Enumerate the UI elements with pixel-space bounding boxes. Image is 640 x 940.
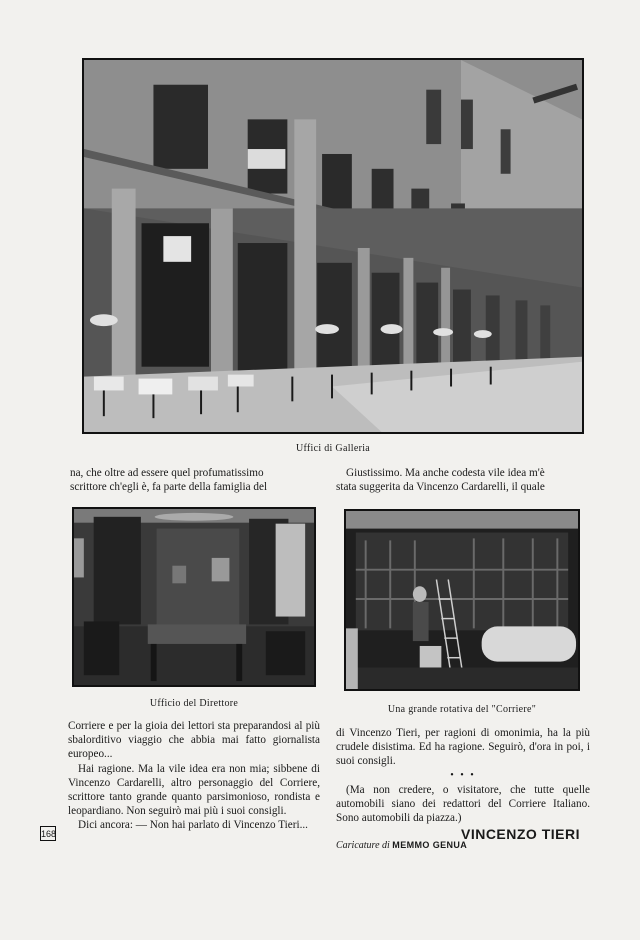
caricature-credit <box>336 840 467 851</box>
top-left-text <box>70 466 322 494</box>
galleria-photo <box>82 58 584 434</box>
text-line: scrittore ch'egli è, fa parte della famiglia del <box>70 481 268 494</box>
direttore-caption: Ufficio del Direttore <box>149 698 239 709</box>
page-number: 168 <box>40 826 56 841</box>
paragraph: Dici ancora: — Non hai parlato di Vincenzo Tieri... <box>78 819 308 832</box>
text-line: Giustissimo. Ma anche codesta vile idea m'è <box>346 467 545 479</box>
text-line: stata suggerita da Vincenzo Cardarelli, il quale <box>336 481 545 494</box>
author-signature: VINCENZO TIERI <box>460 826 580 842</box>
bottom-left-text <box>68 719 320 833</box>
paragraph: (Ma non credere, o visitatore, che tutte quelle automobili siano dei redattori del Corriere Italiano. Sono automobili da piazza.) <box>336 783 590 825</box>
section-separator: • • • <box>450 769 476 781</box>
credit-name: MEMMO GENUA <box>392 840 468 850</box>
bottom-right-text <box>336 726 590 825</box>
galleria-caption: Uffici di Galleria <box>295 443 371 454</box>
text-line: na, che oltre ad essere quel profumatissimo <box>70 467 264 479</box>
paragraph: di Vincenzo Tieri, per ragioni di omonimia, ha la più crudele disistima. Ed ha ragione. Seguirò, d'ora in poi, i suoi consigli. <box>336 727 590 768</box>
top-right-text <box>336 466 590 494</box>
direttore-photo <box>72 507 316 687</box>
credit-prefix: Caricature di <box>336 840 390 851</box>
rotativa-caption: Una grande rotativa del "Corriere" <box>387 704 537 715</box>
paragraph: Hai ragione. Ma la vile idea era non mia; sibbene di Vincenzo Cardarelli, altro personaggio del Corriere, scrittore tanto grande quanto parsimonioso, rondista e leopardiano. Non seguirò mai più i suoi consigli. <box>68 762 320 818</box>
rotativa-photo <box>344 509 580 691</box>
paragraph: Corriere e per la gioia dei lettori sta preparandosi al più sbalorditivo viaggio che abbia mai fatto giornalista europeo... <box>68 720 320 761</box>
